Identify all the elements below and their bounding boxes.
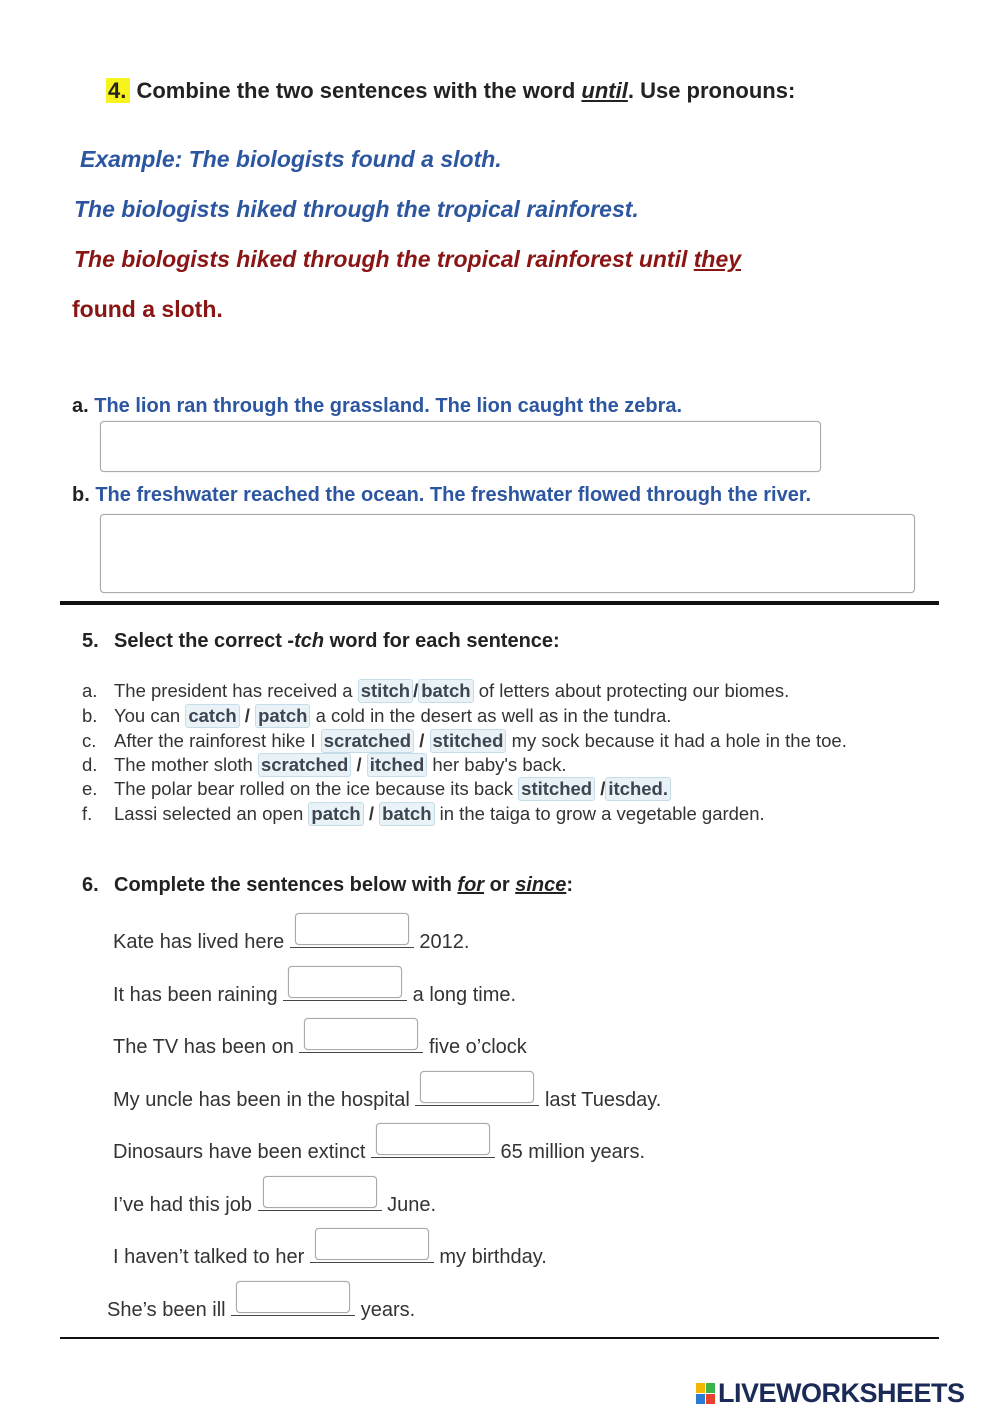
answer-box-b[interactable]: [100, 514, 915, 593]
choice-option[interactable]: catch: [185, 704, 239, 728]
question-5-number: 5.: [82, 630, 99, 652]
liveworksheets-logo: [696, 1378, 965, 1409]
example-line-3: [74, 246, 741, 273]
answer-input[interactable]: [420, 1071, 534, 1103]
choice-separator: /: [356, 754, 362, 775]
q4-item-a-text: The lion ran through the grassland. The lion caught the zebra.: [94, 395, 683, 417]
q5-sentence-text: The mother sloth: [114, 754, 258, 775]
question-5-title-text: Select the correct -: [114, 630, 295, 652]
q5-sentence-letter: a.: [82, 680, 98, 701]
answer-box-a[interactable]: [100, 421, 821, 472]
q6-sentence-text: I’ve had this job: [113, 1194, 258, 1216]
example-line-2: The biologists hiked through the tropical rainforest.: [74, 196, 639, 222]
q6-sentence-text: 65 million years.: [494, 1141, 645, 1163]
keyword-since: since: [515, 874, 567, 896]
question-6-title-text: Complete the sentences below with: [114, 874, 458, 896]
q6-sentence-3: [113, 1032, 527, 1059]
choice-option[interactable]: batch: [418, 679, 473, 703]
q6-sentence-text: a long time.: [407, 984, 517, 1006]
choice-separator: /: [368, 803, 375, 824]
blank-line: [258, 1190, 382, 1211]
choice-separator: /: [419, 730, 425, 751]
question-5-keyword: tch: [294, 630, 325, 652]
blank-line: [371, 1137, 495, 1158]
q5-sentence-text: of letters about protecting our biomes.: [478, 680, 790, 701]
logo-icon: [696, 1383, 716, 1405]
q6-sentence-7: [113, 1242, 547, 1269]
q6-sentence-text: It has been raining: [113, 984, 284, 1006]
section-divider: [60, 601, 939, 605]
q5-sentence-d: [82, 753, 567, 777]
answer-input[interactable]: [304, 1018, 418, 1050]
question-4-number: 4.: [106, 78, 130, 103]
choice-option[interactable]: itched.: [605, 777, 671, 801]
q5-sentence-letter: b.: [82, 705, 98, 726]
q5-sentence-letter: f.: [82, 803, 93, 824]
blank-line: [290, 927, 414, 948]
question-6-title-end: :: [566, 874, 574, 896]
example-line-3-text: The biologists hiked through the tropical rainforest until: [74, 246, 694, 272]
example-line-4: found a sloth.: [72, 296, 223, 322]
q5-sentence-letter: c.: [82, 730, 97, 751]
q5-sentence-letter: d.: [82, 754, 98, 775]
example-pronoun: they: [693, 246, 742, 272]
question-6-title-mid: or: [484, 874, 516, 896]
blank-line: [310, 1242, 434, 1263]
q6-sentence-text: The TV has been on: [113, 1036, 300, 1058]
answer-input[interactable]: [263, 1176, 377, 1208]
question-6-number: 6.: [82, 874, 99, 896]
q5-sentence-text: The polar bear rolled on the ice because its back: [114, 778, 519, 799]
q6-sentence-8: [107, 1295, 415, 1322]
question-6-title: [82, 874, 573, 897]
q6-sentence-text: five o’clock: [423, 1036, 527, 1058]
answer-input[interactable]: [236, 1281, 350, 1313]
q6-sentence-text: Dinosaurs have been extinct: [113, 1141, 371, 1163]
choice-option[interactable]: scratched: [321, 729, 414, 753]
q5-sentence-text: my sock because it had a hole in the toe.: [511, 730, 847, 751]
answer-input[interactable]: [295, 913, 409, 945]
choice-option[interactable]: patch: [308, 802, 363, 826]
choice-option[interactable]: batch: [379, 802, 434, 826]
q5-sentence-b: [82, 704, 671, 728]
blank-line: [299, 1032, 423, 1053]
q6-sentence-text: years.: [355, 1299, 416, 1321]
q5-sentence-c: [82, 729, 847, 753]
blank-line: [231, 1295, 355, 1316]
q6-sentence-text: My uncle has been in the hospital: [113, 1089, 416, 1111]
q5-sentence-letter: e.: [82, 778, 98, 799]
q5-sentence-text: in the taiga to grow a vegetable garden.: [439, 803, 765, 824]
q6-sentence-text: my birthday.: [433, 1246, 547, 1268]
q5-sentence-text: After the rainforest hike I: [114, 730, 321, 751]
question-4-title: [106, 78, 795, 104]
choice-separator: /: [413, 680, 419, 701]
q6-sentence-2: [113, 980, 516, 1007]
q6-sentence-text: 2012.: [413, 931, 470, 953]
q6-sentence-text: She’s been ill: [107, 1299, 232, 1321]
choice-option[interactable]: stitch: [358, 679, 413, 703]
q4-item-b-letter: b.: [72, 484, 90, 506]
q4-item-a: [72, 395, 682, 418]
q6-sentence-text: Kate has lived here: [113, 931, 290, 953]
logo-text: LIVEWORKSHEETS: [718, 1378, 965, 1408]
keyword-for: for: [457, 874, 485, 896]
q6-sentence-5: [113, 1137, 645, 1164]
question-5-title: [82, 630, 560, 653]
q6-sentence-text: I haven’t talked to her: [113, 1246, 310, 1268]
q5-sentence-text: Lassi selected an open: [114, 803, 309, 824]
question-5-title-end: word for each sentence:: [324, 630, 560, 652]
q6-sentence-6: [113, 1190, 436, 1217]
q6-sentence-text: last Tuesday.: [539, 1089, 662, 1111]
q4-item-b: [72, 484, 811, 507]
choice-separator: /: [244, 705, 250, 726]
q5-sentence-text: The president has received a: [114, 680, 358, 701]
bottom-divider: [60, 1337, 939, 1339]
q5-sentence-e: [82, 777, 671, 801]
choice-option[interactable]: patch: [255, 704, 310, 728]
choice-option[interactable]: stitched: [430, 729, 507, 753]
question-4-title-end: . Use pronouns:: [627, 78, 796, 103]
choice-option[interactable]: stitched: [518, 777, 595, 801]
q6-sentence-1: [113, 927, 469, 954]
question-4-title-text: Combine the two sentences with the word: [136, 78, 582, 103]
question-4-keyword: until: [581, 78, 628, 103]
example-line-1: Example: The biologists found a sloth.: [80, 146, 502, 172]
q4-item-a-letter: a.: [72, 395, 89, 417]
q4-item-b-text: The freshwater reached the ocean. The freshwater flowed through the river.: [95, 484, 812, 506]
answer-input[interactable]: [315, 1228, 429, 1260]
blank-line: [283, 980, 407, 1001]
choice-option[interactable]: itched: [367, 753, 427, 777]
q5-sentence-text: her baby's back.: [432, 754, 567, 775]
q5-sentence-a: [82, 679, 789, 703]
choice-option[interactable]: scratched: [258, 753, 351, 777]
q6-sentence-text: June.: [381, 1194, 437, 1216]
q5-sentence-text: a cold in the desert as well as in the tundra.: [315, 705, 672, 726]
q5-sentence-text: You can: [114, 705, 186, 726]
answer-input[interactable]: [288, 966, 402, 998]
choice-separator: /: [600, 778, 606, 799]
answer-input[interactable]: [376, 1123, 490, 1155]
q5-sentence-f: [82, 802, 765, 826]
blank-line: [415, 1085, 539, 1106]
q6-sentence-4: [113, 1085, 661, 1112]
